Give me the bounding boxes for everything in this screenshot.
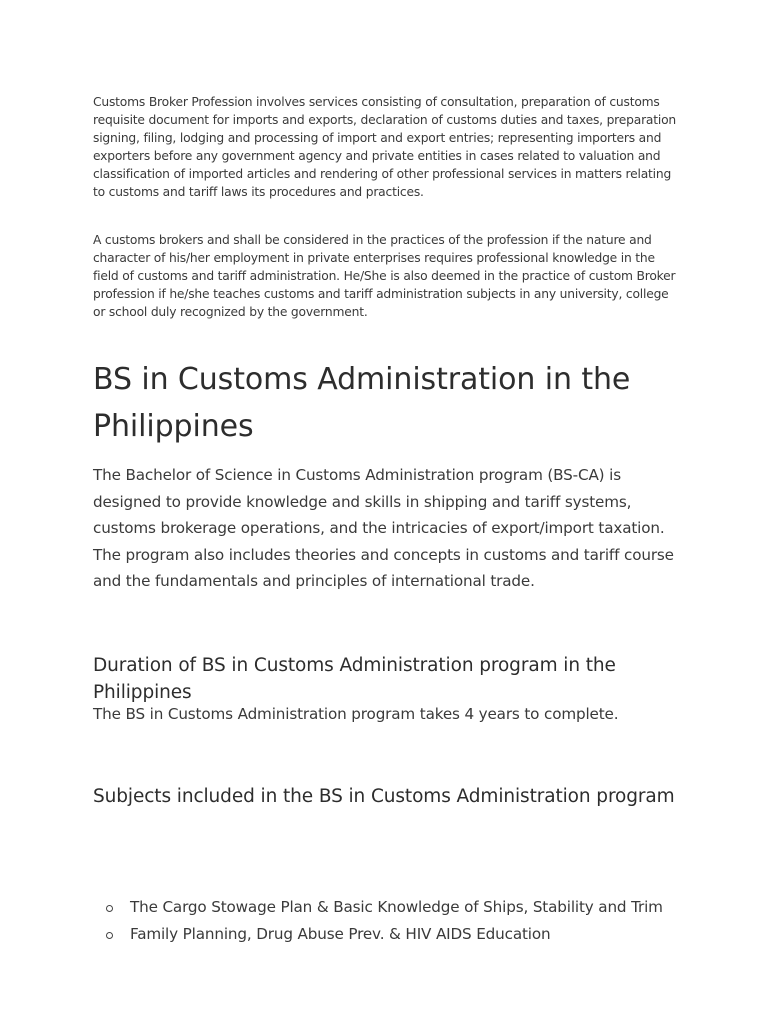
duration-heading: Duration of BS in Customs Administration program in the Philippines xyxy=(93,655,616,703)
list-item xyxy=(93,921,693,948)
duration-text: The BS in Customs Administration program takes 4 years to complete. xyxy=(93,705,619,723)
hollow-bullet-icon xyxy=(106,905,113,912)
profession-paragraph: Customs Broker Profession involves services consisting of consultation, preparation of customs requisite document for imports and exports, declaration of customs duties and taxes, preparation signing, filing, lodging and processing of import and export entries; representing importers and exporters before any government agency and private entities in cases related to valuation and classification of imported articles and rendering of other professional services in matters relating to customs and tariff laws its procedures and practices. xyxy=(93,95,677,199)
intro-paragraph: The Bachelor of Science in Customs Administration program (BS-CA) is designed to provide knowledge and skills in shipping and tariff systems, customs brokerage operations, and the intricacies of export/import taxation. The program also includes theories and concepts in customs and tariff course and the fundamentals and principles of international trade. xyxy=(93,466,674,590)
hollow-bullet-icon xyxy=(106,932,113,939)
main-heading: BS in Customs Administration in the Philippines xyxy=(93,362,631,444)
subjects-list xyxy=(93,894,693,947)
practice-paragraph: A customs brokers and shall be considered in the practices of the profession if the nature and character of his/her employment in private enterprises requires professional knowledge in the field of customs and tariff administration. He/She is also deemed in the practice of custom Broker profession if he/she teaches customs and tariff administration subjects in any university, college or school duly recognized by the government. xyxy=(93,233,676,319)
list-item-text: Family Planning, Drug Abuse Prev. & HIV AIDS Education xyxy=(130,924,551,943)
subjects-heading: Subjects included in the BS in Customs Administration program xyxy=(93,786,675,807)
list-item xyxy=(93,894,693,921)
list-item-text: The Cargo Stowage Plan & Basic Knowledge of Ships, Stability and Trim xyxy=(130,898,663,916)
